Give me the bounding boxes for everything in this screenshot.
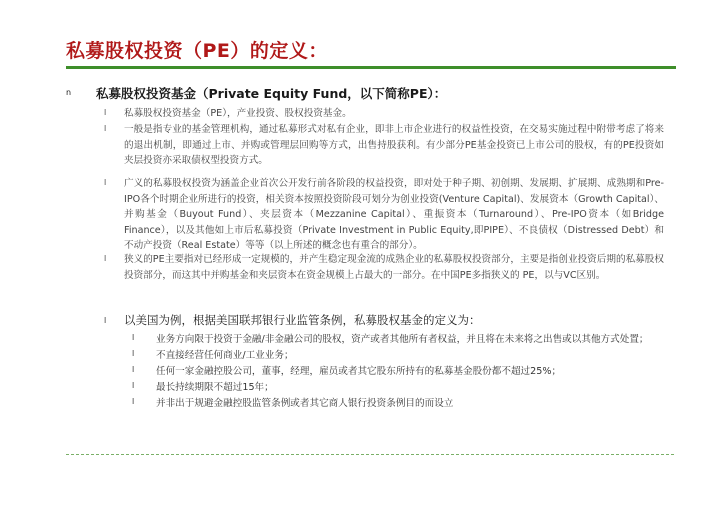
paragraph-text: 一般是指专业的基金管理机构，通过私募形式对私有企业，即非上市企业进行的权益性投资，在交易实施过程中附带考虑了将来的退出机制，即通过上市、并购或管理层回购等方式，出售持股获利。有少部分PE基金投资已上市公司的股权，有的PE投资如夹层投资亦采取债权型投资方式。 xyxy=(124,124,664,167)
us-definition-item xyxy=(132,379,662,395)
us-definition-item xyxy=(132,347,662,363)
bullet-icon: l xyxy=(132,333,135,342)
bullet-icon: l xyxy=(104,178,107,187)
title-underline xyxy=(66,66,676,69)
us-definition-heading: 以美国为例，根据美国联邦银行业监管条例，私募股权基金的定义为： xyxy=(124,313,481,327)
paragraph-text: 狭义的PE主要指对已经形成一定规模的，并产生稳定现金流的成熟企业的私募股权投资部分，主要是指创业投资后期的私募股权投资部分，而这其中并购基金和夹层资本在资金规模上占最大的一部分。在中国PE多指狭义的 PE，以与VC区别。 xyxy=(124,254,664,281)
square-bullet-icon: n xyxy=(66,88,72,97)
bullet-icon: l xyxy=(104,108,107,117)
us-definition-text: 业务方向限于投资于金融/非金融公司的股权，资产或者其他所有者权益，并且将在未来将之出售或以其他方式处置； xyxy=(156,334,649,345)
us-definition-text: 任何一家金融控股公司，董事，经理，雇员或者其它股东所持有的私募基金股份都不超过25%； xyxy=(156,366,562,377)
us-definition-item xyxy=(132,331,662,347)
us-definition-text: 并非出于规避金融控股监管条例或者其它商人银行投资条例目的而设立 xyxy=(156,398,454,409)
level1-heading: 私募股权投资基金（Private Equity Fund，以下简称PE）： xyxy=(96,86,447,101)
bullet-icon: l xyxy=(132,381,135,390)
bottom-divider xyxy=(66,454,674,455)
bullet-icon: l xyxy=(132,365,135,374)
bullet-icon: l xyxy=(104,316,107,325)
page-title: 私募股权投资（PE）的定义： xyxy=(66,40,328,62)
bullet-icon: l xyxy=(104,254,107,263)
bullet-icon: l xyxy=(132,349,135,358)
paragraph-text: 私募股权投资基金（PE），产业投资、股权投资基金。 xyxy=(124,108,352,119)
us-definition-item xyxy=(132,395,662,411)
us-definition-text: 不直接经营任何商业/工业业务； xyxy=(156,350,294,361)
bullet-icon: l xyxy=(104,124,107,133)
us-definition-item xyxy=(132,363,662,379)
paragraph-text: 广义的私募股权投资为涵盖企业首次公开发行前各阶段的权益投资，即对处于种子期、初创期、发展期、扩展期、成熟期和Pre-IPO各个时期企业所进行的投资，相关资本按照投资阶段可划分为创业投资(Venture Capital)、发展资本（Growth Capital）、并购基金（Buyout Fund）、夹层资本（Mezzanine Capital）、重振资本（Turnaround）、Pre-IPO资本（如Bridge Finance），以及其他如上市后私募投资（Private Investment in Public Equity,即PIPE）、不良债权（Distressed Debt）和不动产投资（Real Estate）等等（以上所述的概念也有重合的部分）。 xyxy=(124,178,664,252)
us-definition-text: 最长持续期限不超过15年； xyxy=(156,382,274,393)
bullet-icon: l xyxy=(132,397,135,406)
